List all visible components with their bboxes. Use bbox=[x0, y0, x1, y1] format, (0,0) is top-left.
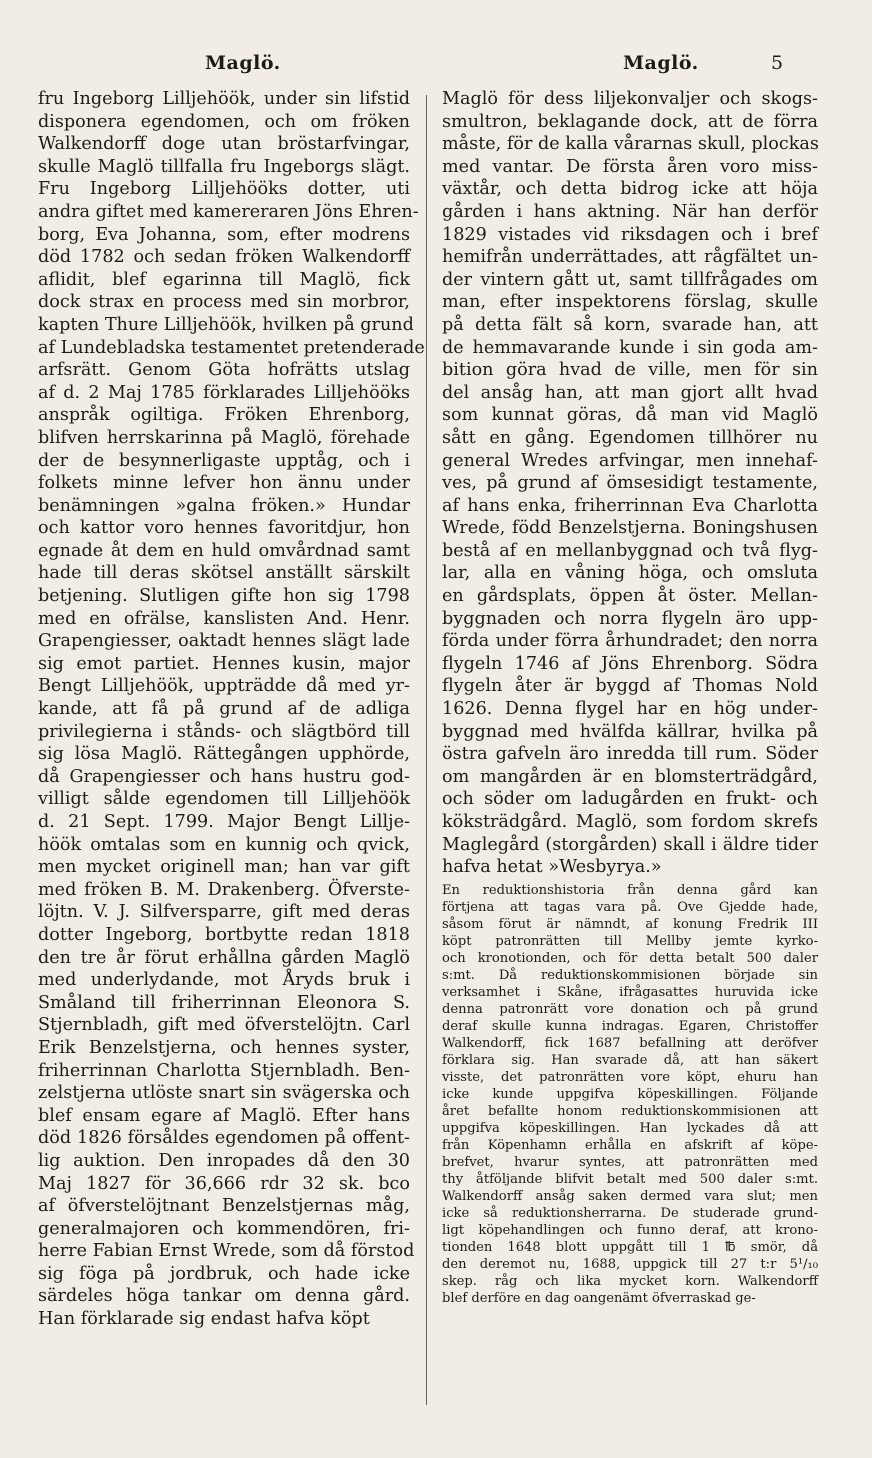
text-line: smultron, beklagande dock, att de förra bbox=[442, 111, 818, 132]
footnote-line: icke kunde uppgifva köpeskillingen. Följande bbox=[442, 1086, 818, 1102]
text-line: Bengt Lilljehöök, uppträdde då med yr- bbox=[38, 676, 410, 697]
text-line: af öfverstelöjtnant Benzelstjernas måg, bbox=[38, 1196, 410, 1217]
text-line: löjtn. V. J. Silfversparre, gift med deras bbox=[38, 902, 410, 923]
text-line: 1626. Denna flygel har en hög under- bbox=[442, 699, 818, 720]
text-line: byggnaden och norra flygeln äro upp- bbox=[442, 608, 818, 629]
footnote bbox=[442, 882, 818, 1307]
running-head-left: Maglö. bbox=[205, 52, 281, 74]
text-line: benämningen »galna fröken.» Hundar bbox=[38, 495, 410, 516]
text-line: hade till deras skötsel anställt särskilt bbox=[38, 563, 410, 584]
text-line: byggnad med hvälfda källrar, hvilka på bbox=[442, 721, 818, 742]
footnote-line: köpt patronrätten till Mellby jemte kyrko- bbox=[442, 933, 818, 949]
footnote-line: Walkendorff, fick 1687 befallning att deröfver bbox=[442, 1035, 818, 1051]
text-line: höök omtalas som en kunnig och qvick, bbox=[38, 834, 410, 855]
text-line: privilegierna i stånds- och slägtbörd till bbox=[38, 721, 410, 742]
text-line: död 1826 försåldes egendomen på offent- bbox=[38, 1128, 410, 1149]
text-line: Maj 1827 för 36,666 rdr 32 sk. bco bbox=[38, 1173, 410, 1194]
right-column bbox=[442, 88, 818, 1307]
text-line: om mangården är en blomsterträdgård, bbox=[442, 766, 818, 787]
footnote-line: thy åtföljande blifvit betalt med 500 daler s:mt. bbox=[442, 1171, 818, 1187]
text-line: bition göra hvad de ville, men för sin bbox=[442, 360, 818, 381]
footnote-line: ligt köpehandlingen och funno deraf, att krono- bbox=[442, 1222, 818, 1238]
text-line: och kattor voro hennes favoritdjur, hon bbox=[38, 518, 410, 539]
left-column bbox=[38, 88, 425, 1331]
text-line: folkets minne lefver hon ännu under bbox=[38, 473, 410, 494]
text-line: d. 21 Sept. 1799. Major Bengt Lillje- bbox=[38, 812, 410, 832]
footnote-line: året befallte honom reduktionskommisionen att bbox=[442, 1103, 818, 1119]
footnote-line: visste, det patronrätten vore köpt, ehuru han bbox=[442, 1069, 818, 1085]
text-line: der de besynnerligaste upptåg, och i bbox=[38, 450, 410, 471]
text-line: och söder om ladugården en frukt- och bbox=[442, 789, 818, 810]
text-line: köksträdgård. Maglö, som fordom skrefs bbox=[442, 812, 818, 832]
text-line: af hans enka, friherrinnan Eva Charlotta bbox=[442, 495, 818, 516]
text-line: särdeles höga tankar om denna gård. bbox=[38, 1286, 410, 1307]
text-line: general Wredes arfvingar, men innehaf- bbox=[442, 450, 818, 471]
text-line: men mycket originell man; han var gift bbox=[38, 857, 410, 878]
text-line: växtår, och detta bidrog icke att höja bbox=[442, 179, 818, 200]
text-line: andra giftet med kamereraren Jöns Ehren- bbox=[38, 201, 419, 222]
text-line: zelstjerna utlöste snart sin svägerska och bbox=[38, 1083, 410, 1104]
footnote-line: icke så reduktionsherrarna. De studerade grund- bbox=[442, 1205, 818, 1221]
text-line: flygeln 1746 af Jöns Ehrenborg. Södra bbox=[442, 653, 818, 674]
text-line: man, efter inspektorens förslag, skulle bbox=[442, 292, 818, 313]
text-line: sig föga på jordbruk, och hade icke bbox=[38, 1263, 410, 1284]
text-line: Maglegård (storgården) skall i äldre tider bbox=[442, 834, 818, 855]
text-line: arfsrätt. Genom Göta hofrätts utslag bbox=[38, 360, 410, 381]
footnote-line: den deremot nu, 1688, uppgick till 27 t:r 5¹/₁₀ bbox=[442, 1256, 818, 1272]
footnote-line: och kronotionden, och för detta betalt 500 daler bbox=[442, 950, 818, 966]
running-head-right: Maglö. bbox=[623, 52, 699, 74]
text-line: lar, alla en våning höga, och omsluta bbox=[442, 563, 818, 584]
footnote-line: såsom förut är nämndt, af konung Fredrik III bbox=[442, 916, 818, 932]
footnote-line: En reduktionshistoria från denna gård kan bbox=[442, 882, 818, 898]
text-line: dock strax en process med sin morbror, bbox=[38, 292, 410, 313]
text-line: dotter Ingeborg, bortbytte redan 1818 bbox=[38, 924, 410, 945]
text-line: med en ofrälse, kanslisten And. Henr. bbox=[38, 608, 410, 629]
text-line: Fru Ingeborg Lilljehööks dotter, uti bbox=[38, 179, 410, 200]
column-divider bbox=[426, 95, 427, 1405]
footnote-line: från Köpenhamn erhålla en afskrift af köpe- bbox=[442, 1137, 818, 1153]
text-line: förda under förra århundradet; den norra bbox=[442, 631, 818, 652]
text-line: med fröken B. M. Drakenberg. Öfverste- bbox=[38, 879, 410, 900]
text-line: del ansåg han, att man gjort allt hvad bbox=[442, 382, 818, 403]
text-line: sått en gång. Egendomen tillhörer nu bbox=[442, 427, 818, 448]
footnote-line: uppgifva köpeskillingen. Han lyckades då att bbox=[442, 1120, 818, 1136]
footnote-line: tionden 1648 blott uppgått till 1 ℔ smör, då bbox=[442, 1239, 818, 1255]
text-line: ves, på grund af ömsesidigt testamente, bbox=[442, 473, 818, 494]
text-line: död 1782 och sedan fröken Walkendorff bbox=[38, 247, 410, 268]
text-line: af d. 2 Maj 1785 förklarades Lilljehööks bbox=[38, 382, 410, 403]
text-line: då Grapengiesser och hans hustru god- bbox=[38, 766, 410, 787]
text-line: flygeln åter är byggd af Thomas Nold bbox=[442, 676, 818, 697]
text-line: aflidit, blef egarinna till Maglö, fick bbox=[38, 269, 410, 290]
text-line: der vintern gått ut, samt tillfrågades om bbox=[442, 269, 818, 290]
text-line: med underlydande, mot Åryds bruk i bbox=[38, 970, 410, 991]
text-line: de hemmavarande kunde i sin goda am- bbox=[442, 337, 818, 358]
text-line: egnade åt dem en huld omvårdnad samt bbox=[38, 540, 410, 561]
text-line: måste, för de kalla vårarnas skull, plockas bbox=[442, 134, 819, 155]
footnote-line: verksamhet i Skåne, ifrågasattes huruvida icke bbox=[442, 984, 818, 1000]
text-line: Han förklarade sig endast hafva köpt bbox=[38, 1309, 370, 1330]
text-line: på detta fält så korn, svarade han, att bbox=[442, 314, 818, 335]
text-line: fru Ingeborg Lilljehöök, under sin lifstid bbox=[38, 89, 410, 109]
text-line: lig auktion. Den inropades då den 30 bbox=[38, 1150, 410, 1171]
text-line: kande, att få på grund af de adliga bbox=[38, 699, 410, 720]
text-line: generalmajoren och kommendören, fri- bbox=[38, 1218, 410, 1239]
text-line: gården i hans aktning. När han derför bbox=[442, 201, 818, 222]
footnote-line: s:mt. Då reduktionskommisionen började sin bbox=[442, 967, 818, 983]
footnote-line: denna patronrätt vore donation och på grund bbox=[442, 1001, 818, 1017]
text-line: en gårdsplats, öppen åt öster. Mellan- bbox=[442, 586, 818, 607]
text-line: Maglö för dess liljekonvaljer och skogs- bbox=[442, 89, 818, 109]
page-number: 5 bbox=[771, 52, 784, 74]
text-line: bestå af en mellanbyggnad och två flyg- bbox=[442, 540, 818, 561]
text-line: borg, Eva Johanna, som, efter modrens bbox=[38, 224, 410, 245]
text-line: med vantar. De första åren voro miss- bbox=[442, 156, 818, 177]
text-line: Walkendorff doge utan bröstarfvingar, bbox=[38, 134, 410, 155]
text-line: hemifrån underrättades, att rågfältet un- bbox=[442, 247, 818, 268]
footnote-line: förklara sig. Han svarade då, att han säkert bbox=[442, 1052, 818, 1068]
text-line: Stjernbladh, gift med öfverstelöjtn. Carl bbox=[38, 1015, 410, 1036]
right-column-body bbox=[442, 88, 818, 879]
text-line: som kunnat göras, då man vid Maglö bbox=[442, 405, 818, 426]
text-line: hafva hetat »Wesbyrya.» bbox=[442, 857, 662, 878]
footnote-line: deraf skulle kunna indragas. Egaren, Christoffer bbox=[442, 1018, 818, 1034]
text-line: Småland till friherrinnan Eleonora S. bbox=[38, 992, 410, 1013]
footnote-line: brefvet, hvarur syntes, att patronrätten med bbox=[442, 1154, 818, 1170]
text-line: friherrinnan Charlotta Stjernbladh. Ben- bbox=[38, 1060, 410, 1081]
footnote-line: förtjena att tagas vara på. Ove Gjedde hade, bbox=[442, 899, 818, 915]
text-line: kapten Thure Lilljehöök, hvilken på grund bbox=[38, 314, 414, 335]
text-line: villigt sålde egendomen till Lilljehöök bbox=[38, 789, 410, 810]
text-line: den tre år förut erhållna gården Maglö bbox=[38, 947, 410, 968]
text-line: anspråk ogiltiga. Fröken Ehrenborg, bbox=[38, 405, 410, 426]
text-line: sig emot partiet. Hennes kusin, major bbox=[38, 653, 410, 674]
text-line: disponera egendomen, och om fröken bbox=[38, 111, 410, 132]
text-line: herre Fabian Ernst Wrede, som då förstod bbox=[38, 1241, 415, 1262]
text-line: Erik Benzelstjerna, och hennes syster, bbox=[38, 1037, 410, 1058]
text-line: Wrede, född Benzelstjerna. Boningshusen bbox=[442, 518, 818, 539]
text-line: Grapengiesser, oaktadt hennes slägt lade bbox=[38, 631, 410, 652]
text-line: sig lösa Maglö. Rättegången upphörde, bbox=[38, 744, 410, 765]
footnote-line: skep. råg och lika mycket korn. Walkendorff bbox=[442, 1273, 818, 1289]
text-line: betjening. Slutligen gifte hon sig 1798 bbox=[38, 586, 410, 607]
text-line: 1829 vistades vid riksdagen och i bref bbox=[442, 224, 818, 245]
text-line: blifven herrskarinna på Maglö, förehade bbox=[38, 427, 410, 448]
footnote-line: Walkendorff ansåg saken dermed vara slut; men bbox=[442, 1188, 818, 1204]
text-line: skulle Maglö tillfalla fru Ingeborgs slägt. bbox=[38, 156, 410, 177]
text-line: östra gafveln äro inredda till rum. Söder bbox=[442, 744, 818, 765]
text-line: blef ensam egare af Maglö. Efter hans bbox=[38, 1105, 410, 1126]
footnote-line: blef derföre en dag oangenämt öfverraskad ge- bbox=[442, 1290, 756, 1306]
text-line: af Lundebladska testamentet pretenderade bbox=[38, 337, 425, 358]
